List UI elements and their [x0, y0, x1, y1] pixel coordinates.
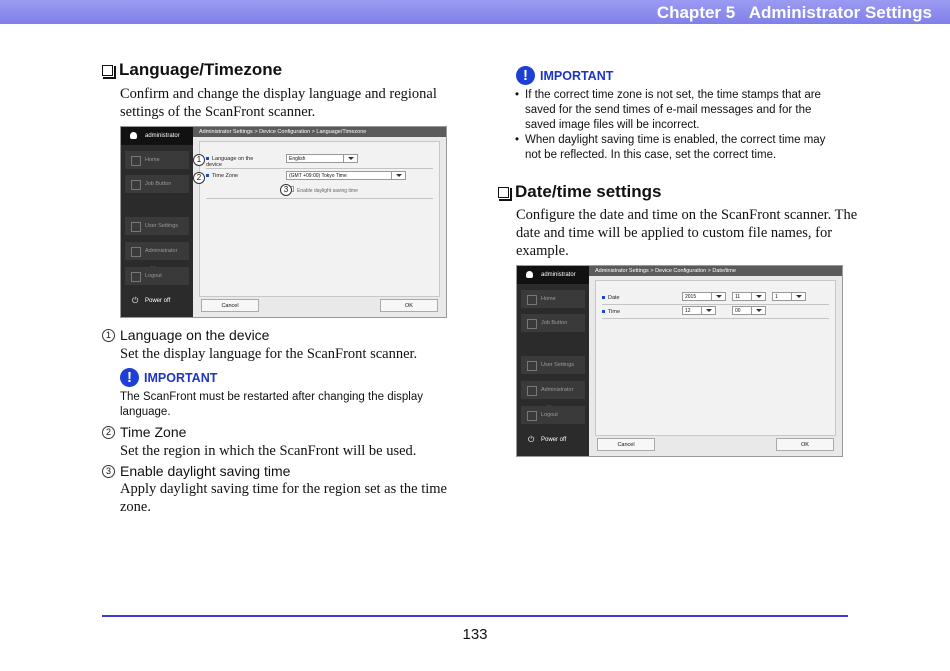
chapter-title: Chapter 5 Administrator Settings	[656, 3, 932, 22]
cancel-button: Cancel	[201, 299, 259, 312]
item-3-description: Apply daylight saving time for the region set as the time zone.	[120, 481, 447, 515]
sidebar-item-user-settings: User Settings	[125, 217, 189, 235]
language-field-label: Language on the device	[206, 156, 266, 168]
exclamation-icon: !	[516, 66, 535, 85]
power-off-button: ⏻ Power off	[521, 433, 585, 447]
page-number: 133	[462, 626, 488, 643]
callout-1: 1	[193, 154, 205, 166]
datetime-screenshot	[516, 265, 843, 457]
sidebar-item-logout: Logout	[521, 406, 585, 424]
list-item: • If the correct time zone is not set, the time stamps that are saved for the send times of e-mail messages and for the saved image files will be incorrect.	[515, 88, 855, 133]
sidebar-item-home: Home	[125, 151, 189, 169]
sidebar-item-home: Home	[521, 290, 585, 308]
section-box-icon	[498, 187, 509, 198]
time-field-label: Time	[602, 309, 620, 315]
cancel-button: Cancel	[597, 438, 655, 451]
language-timezone-screenshot	[120, 126, 447, 318]
list-item: • When daylight saving time is enabled, the correct time may not be reflected. In this case, set the correct time.	[515, 133, 855, 163]
ok-button: OK	[776, 438, 834, 451]
important-note-left: ! IMPORTANT	[120, 368, 217, 387]
year-dropdown: 2015	[682, 292, 726, 301]
user-label: administrator	[517, 266, 589, 284]
sidebar-item-user-settings: User Settings	[521, 356, 585, 374]
callout-2: 2	[193, 172, 205, 184]
important-note-right: ! IMPORTANT	[516, 66, 613, 85]
section-title-datetime: Date/time settings	[498, 182, 661, 202]
chevron-down-icon	[343, 155, 357, 162]
hour-dropdown: 12	[682, 306, 716, 315]
important-text-left: The ScanFront must be restarted after changing the display language.	[120, 391, 423, 418]
language-intro: Confirm and change the display language and regional settings of the ScanFront scanner.	[120, 86, 437, 120]
sidebar-item-logout: Logout	[125, 267, 189, 285]
month-dropdown: 11	[732, 292, 766, 301]
chevron-down-icon	[751, 307, 765, 314]
chevron-down-icon	[711, 293, 725, 300]
ok-button: OK	[380, 299, 438, 312]
screenshot-sidebar	[121, 127, 193, 317]
sidebar-item-job-button: Job Button	[125, 175, 189, 193]
screenshot-breadcrumb: Administrator Settings > Device Configuration > Language/Timezone	[193, 127, 446, 137]
screenshot-sidebar	[517, 266, 589, 456]
item-2-description: Set the region in which the ScanFront will be used.	[120, 443, 417, 459]
datetime-intro: Configure the date and time on the ScanFront scanner. The date and time will be applied to custom file names, for example.	[516, 207, 858, 259]
minute-dropdown: 00	[732, 306, 766, 315]
chapter-header-bar	[0, 0, 950, 24]
screenshot-breadcrumb: Administrator Settings > Device Configuration > Date/time	[589, 266, 842, 276]
item-2-heading: 2 Time Zone	[102, 424, 186, 440]
timezone-field-label: Time Zone	[206, 173, 238, 179]
section-box-icon	[102, 65, 113, 76]
timezone-dropdown: (GMT +09:00) Tokyo Time	[286, 171, 406, 180]
exclamation-icon: !	[120, 368, 139, 387]
footer-divider	[102, 615, 848, 617]
item-3-heading: 3 Enable daylight saving time	[102, 463, 290, 479]
chevron-down-icon	[751, 293, 765, 300]
dst-checkbox: Enable daylight saving time	[288, 186, 358, 194]
chevron-down-icon	[791, 293, 805, 300]
date-field-label: Date	[602, 295, 620, 301]
user-label: administrator	[121, 127, 193, 145]
sidebar-item-job-button: Job Button	[521, 314, 585, 332]
sidebar-item-administrator: Administrator	[125, 242, 189, 260]
language-dropdown: English	[286, 154, 358, 163]
sidebar-item-administrator: Administrator	[521, 381, 585, 399]
section-title-language: Language/Timezone	[102, 60, 282, 80]
chevron-down-icon	[701, 307, 715, 314]
item-1-description: Set the display language for the ScanFront scanner.	[120, 346, 418, 362]
important-bullets	[515, 88, 855, 163]
day-dropdown: 1	[772, 292, 806, 301]
callout-3: 3	[280, 184, 292, 196]
item-1-heading: 1 Language on the device	[102, 327, 269, 343]
power-off-button: ⏻ Power off	[125, 294, 189, 308]
chevron-down-icon	[391, 172, 405, 179]
